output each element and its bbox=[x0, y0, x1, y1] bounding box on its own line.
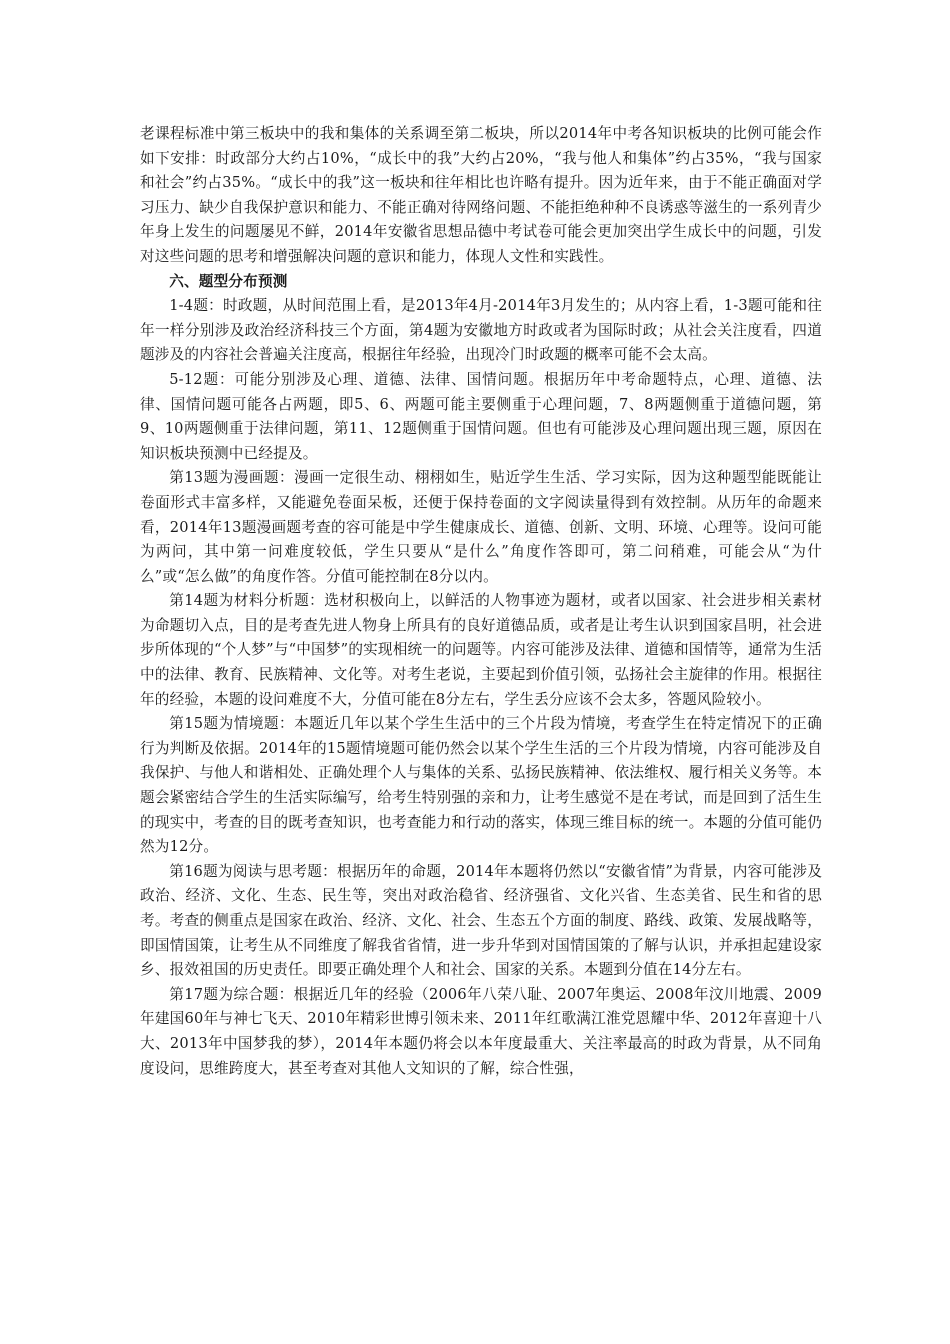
paragraph-knowledge-proportion: 老课程标准中第三板块中的我和集体的关系调至第二板块，所以2014年中考各知识板块的比例可能会作如下安排：时政部分大约占10%，“成长中的我”大约占20%，“我与他人和集体”约占35%，“我与国家和社会”约占35%。“成长中的我”这一板块和往年相比也许略有提升。因为近年来，由于不能正确面对学习压力、缺少自我保护意识和能力、不能正确对待网络问题、不能拒绝种种不良诱惑等滋生的一系列青少年身上发生的问题屡见不鲜，2014年安徽省思想品德中考试卷可能会更加突出学生成长中的问题，引发对这些问题的思考和增强解决问题的意识和能力，体现人文性和实践性。 bbox=[140, 125, 822, 265]
paragraph-questions-5-12: 5-12题：可能分别涉及心理、道德、法律、国情问题。根据历年中考命题特点，心理、道德、法律、国情问题可能各占两题，即5、6、两题可能主要侧重于心理问题，7、8两题侧重于道德问题，第9、10两题侧重于法律问题，第11、12题侧重于国情问题。但也有可能涉及心理问题出现三题，原因在知识板块预测中已经提及。 bbox=[140, 370, 822, 462]
section-heading: 六、题型分布预测 bbox=[169, 272, 288, 290]
paragraph-question-15: 第15题为情境题：本题近几年以某个学生生活中的三个片段为情境，考查学生在特定情况下的正确行为判断及依据。2014年的15题情境题可能仍然会以某个学生生活的三个片段为情境，内容可能涉及自我保护、与他人和谐相处、正确处理个人与集体的关系、弘扬民族精神、依法维权、履行相关义务等。本题会紧密结合学生的生活实际编写，给考生特别强的亲和力，让考生感觉不是在考试，而是回到了活生生的现实中，考查的目的既考查知识，也考查能力和行动的落实，体现三维目标的统一。本题的分值可能仍然为12分。 bbox=[140, 715, 822, 856]
paragraph-question-13: 第13题为漫画题：漫画一定很生动、栩栩如生，贴近学生生活、学习实际，因为这种题型能既能让卷面形式丰富多样，又能避免卷面呆板，还便于保持卷面的文字阅读量得到有效控制。从历年的命题来看，2014年13题漫画题考查的容可能是中学生健康成长、道德、创新、文明、环境、心理等。设问可能为两问，其中第一问难度较低，学生只要从“是什么”角度作答即可，第二问稍难，可能会从“为什么”或“怎么做”的角度作答。分值可能控制在8分以内。 bbox=[140, 469, 822, 585]
document-page bbox=[140, 122, 822, 1081]
paragraph-question-14: 第14题为材料分析题：选材积极向上，以鲜活的人物事迹为题材，或者以国家、社会进步相关素材为命题切入点，目的是考查先进人物身上所具有的良好道德品质，或者是让考生认识到国家昌明，社会进步所体现的“个人梦”与“中国梦”的实现相统一的问题等。内容可能涉及法律、道德和国情等，通常为生活中的法律、教育、民族精神、文化等。对考生老说，主要起到价值引领，弘扬社会主旋律的作用。根据往年的经验，本题的设问难度不大，分值可能在8分左右，学生丢分应该不会太多，答题风险较小。 bbox=[140, 592, 822, 708]
paragraph-question-17: 第17题为综合题：根据近几年的经验（2006年八荣八耻、2007年奥运、2008年汶川地震、2009年建国60年与神七飞天、2010年精彩世博引领未来、2011年红歌满江淮党恩耀中华、2012年喜迎十八大、2013年中国梦我的梦），2014年本题仍将会以本年度最重大、关注率最高的时政为背景，从不同角度设问，思维跨度大，甚至考查对其他人文知识的了解，综合性强， bbox=[140, 985, 822, 1077]
paragraph-questions-1-4: 1-4题：时政题，从时间范围上看，是2013年4月-2014年3月发生的；从内容上看，1-3题可能和往年一样分别涉及政治经济科技三个方面，第4题为安徽地方时政或者为国际时政；从社会关注度看，四道题涉及的内容社会普遍关注度高，根据往年经验，出现冷门时政题的概率可能不会太高。 bbox=[140, 297, 822, 364]
paragraph-question-16: 第16题为阅读与思考题：根据历年的命题，2014年本题将仍然以“安徽省情”为背景，内容可能涉及政治、经济、文化、生态、民生等，突出对政治稳省、经济强省、文化兴省、生态美省、民生和省的思考。考查的侧重点是国家在政治、经济、文化、社会、生态五个方面的制度、路线、政策、发展战略等，即国情国策，让考生从不同维度了解我省省情，进一步升华到对国情国策的了解与认识，并承担起建设家乡、报效祖国的历史责任。即要正确处理个人和社会、国家的关系。本题到分值在14分左右。 bbox=[140, 862, 822, 979]
